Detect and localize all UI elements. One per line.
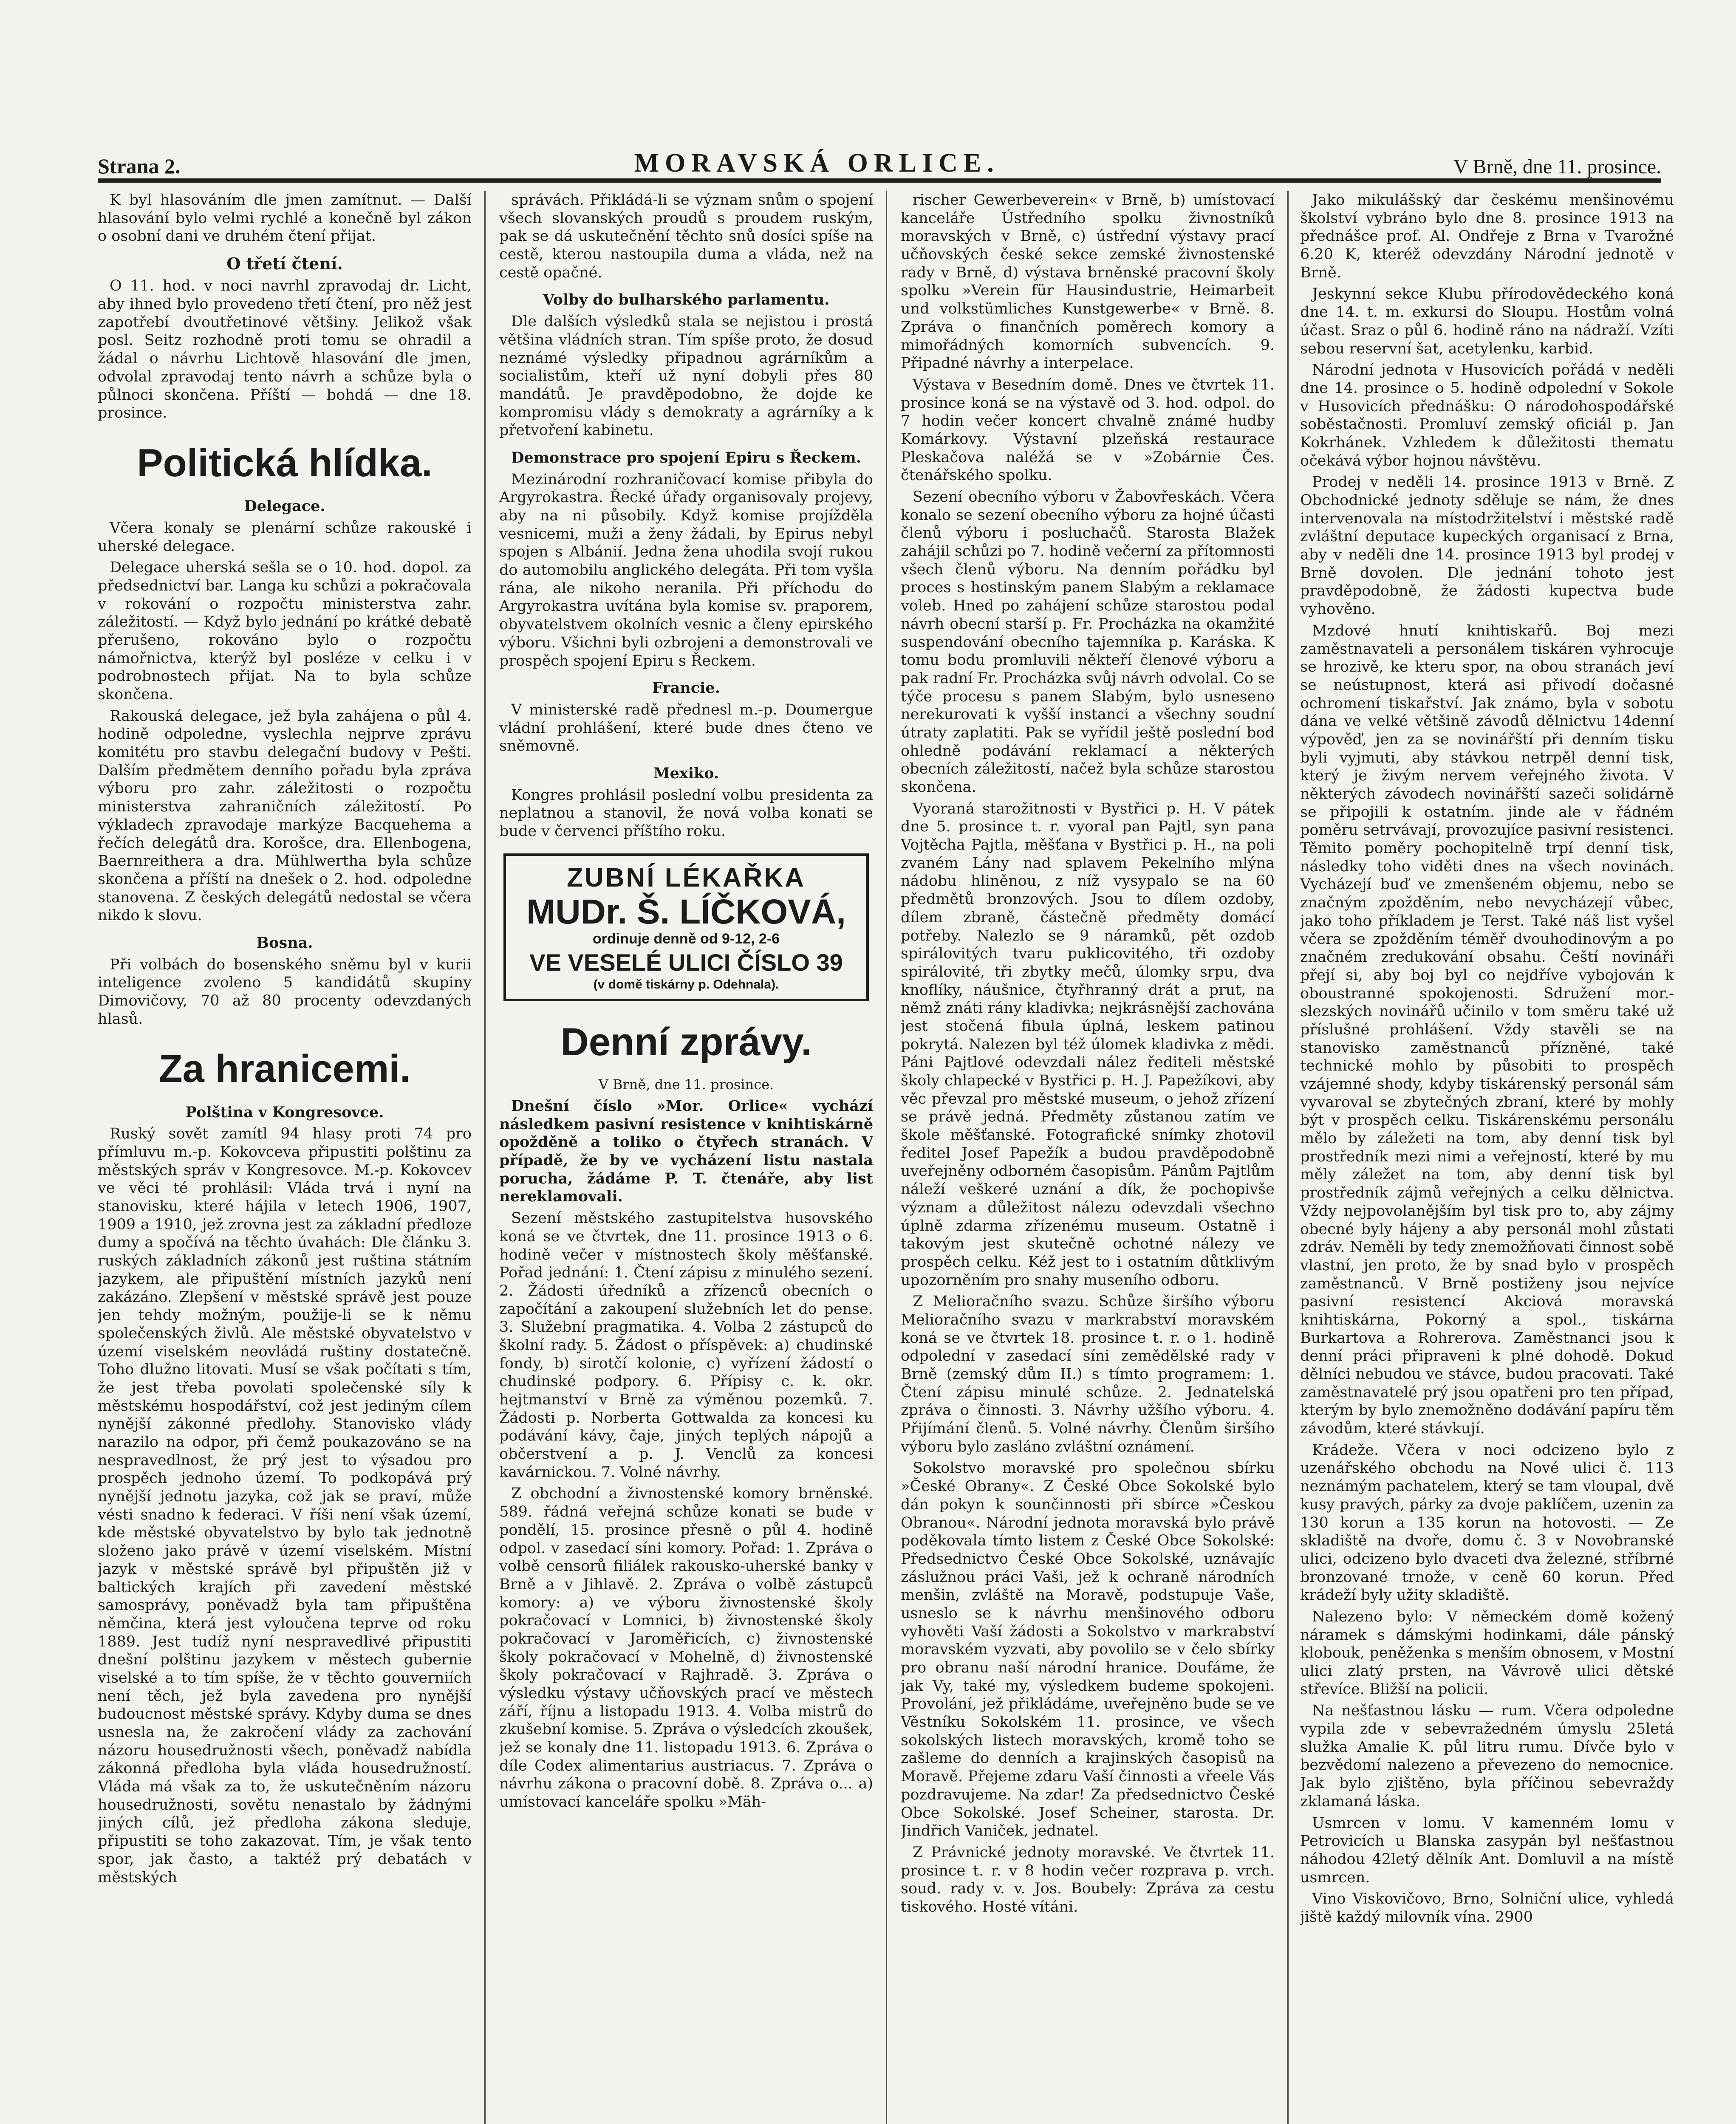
article-text: Krádeže. Včera v noci odcizeno bylo z uzenářského obchodu na Nové ulici č. 113 neznámým pachatelem, který se tam vloupal, dvě kusy pravých, párky za dvoje paklíčem, uzenin za 130 korun a 135 korun na hotovosti. — Ze skladiště na dvoře, domu č. 3 v Novobranské ulici, odcizeno bylo dvaceti dva železné, stříbrné bronzované trnože, v ceně 60 korun. Před krádeží byly užity skladiště. [1300, 1441, 1674, 1604]
rubric-title: Denní zprávy. [560, 1020, 812, 1064]
article-text: Usmrcen v lomu. V kamenném lomu v Petrovicích u Blanska zasypán byl nešťastnou náhodou 42letý dělník Ant. Domluvil a na místě usmrcen. [1300, 1814, 1674, 1886]
section-heading: O třetí čtení. [226, 254, 343, 274]
article-text: Ruský sovět zamítl 94 hlasy proti 74 pro přímluvu m.-p. Kokovceva připustiti polštinu za městských správ v Kongresovce. M.-p. Kokovcev ve věci té prohlásil: Vláda trvá i nyní na stanovisku, které hájila v letech 1906, 1907, 1909 a 1910, jež zrovna jest za základní předloze dumy a spočívá na těchto úvahách: Dle článku 3. ruských základních zákonů jest ruština státním jazykem, ale připuštění místních jazyků není zakázáno. Zlepšení v městské správě jest pouze jen tehdy možným, použije-li se k němu společenských živlů. Ale městské obyvatelstvo v území viselském neovládá ruštiny dostatečně. Toho dlužno litovati. Musí se však počítati s tím, že jest třeba povolati společenské síly k městskému hospodářství, což jest jediným cílem nynější zákonné předlohy. Stanovisko vlády narazilo na odpor, při čemž poukazováno se na nespravedlnost, že prý jest to výsadou pro prospěch jednoho území. To podkopává prý nynější jednotu jazyka, což jak se praví, může vésti snadno k federaci. V říši není však území, kde městské obyvatelstvo by bylo tak jednotně složeno jako právě v území viselském. Místní jazyk v městské správě byl připuštěn již v baltických krajích při zavedení městské samosprávy, poněvadž byla tam připuštěna němčina, která jest vyloučena teprve od roku 1889. Jest tudíž nyní nespravedlivé připustiti dnešní polštinu jazykem v městech gubernie viselské a to tím spíše, že v těchto gouverniích není těch, jež byla zavedena pro nynější budoucnost městské správy. Kdyby duma se dnes usnesla na, že zakročení vlády za zachování názoru housedružnosti všech, poněvadž nabídla zákonná předloha byla vláda housedružností. Vláda má však za to, že uskutečněním názoru housedružnosti, sovětu nenastalo by žádnými jiných cílů, jež předloha zákona sleduje, připustiti se toho zakazovat. Tím, je však tento spor, jak často, a taktéž prý debatách v městských [98, 1125, 472, 1886]
article-text: Dle dalších výsledků stala se nejistou i prostá většina vládních stran. Tím spíše proto, že dosud neznámé výsledky připadnou agrárníkům a socialistům, kteří už nyní dobyli přes 80 mandátů. Je pravděpodobno, že dojde ke kompromisu vlády s demokraty a agrárníky a k přetvoření kabinetu. [499, 313, 873, 439]
article-text: Při volbách do bosenského sněmu byl v kurii inteligence zvoleno 5 kandidátů skupiny Dimovičovy, 70 až 80 procenty odevzdaných hlasů. [98, 956, 472, 1028]
article-text: Rakouská delegace, jež byla zahájena o půl 4. hodině odpoledne, vyslechla nejprve zprávu komitétu pro stavbu delegační budovy v Pešti. Dalším předmětem denního pořadu byla zpráva výboru pro zahr. záležitosti o rozpočtu ministerstva zahraničních záležitostí. Po výkladech zpravodaje markýze Bacquehema a řečích delegátů dra. Korošce, dra. Ellenbogena, Baernreithera a dra. Mühlwertha byla schůze skončena a příští na dnešek o 2. hod. odpoledne stanovena. Z českých delegátů nedostal se včera nikdo k slovu. [98, 707, 472, 924]
ad-line: ordinuje denně od 9-12, 2-6 [592, 931, 780, 947]
article-text: správách. Přikládá-li se význam snům o spojení všech slovanských proudů s proudem ruským, pak se dá uskutečnění těchto snů dosíci spíše na cestě, kterou nastoupila duma a vláda, než na cestě opačné. [499, 192, 873, 281]
article-text: Sezení obecního výboru v Žabovřeskách. Včera konalo se sezení obecního výboru za hojné účasti členů výboru i posluchačů. Starosta Blažek zahájil schůzi po 7. hodině večerní za přítomnosti všech členů výboru. Na denním pořádku byl proces s hostinským panem Slabým a reklamace voleb. Hned po zahájení schůze starostou podal návrh obecní starší p. Fr. Procházka na okamžité suspendování obecního tajemníka p. Karáska. K tomu bodu promluvili někteří členové výboru a pak radní Fr. Procházka svůj návrh odvolal. Co se týče procesu s panem Slabým, bylo usneseno nerekurovati k vyšší instanci a všechny soudní útraty zaplatiti. Pak se vyřídil ještě poslední bod ohledně podávání reklamací a některých obecních záležitostí, načež byla schůze starostou skončena. [901, 489, 1275, 796]
ad-line: MUDr. Š. LÍČKOVÁ, [526, 893, 846, 932]
article-text: Delegace uherská sešla se o 10. hod. dopol. za předsednictví bar. Langa ku schůzi a pokračovala v rokování o rozpočtu ministerstva zahr. záležitostí. — Když bylo jednání po krátké debatě přerušeno, rokováno bylo o rozpočtu námořnictva, kterýž byl posléze v celku i v podrobnostech přijat. Na to byla schůze skončena. [98, 559, 472, 703]
column-1 [98, 191, 472, 2124]
rubric-title: Politická hlídka. [137, 441, 433, 485]
article-text: O 11. hod. v noci navrhl zpravodaj dr. Licht, aby ihned bylo provedeno třetí čtení, pro něž jest zapotřebí dvoutřetinové většiny. Jelikož však posl. Seitz rozhodně proti tomu se ohradil a žádal o návrhu Lichtově hlasování dle jmen, odvolal zpravodaj tento návrh a schůze byla o půlnoci skončena. Příští — bohdá — dne 18. prosince. [98, 277, 472, 422]
article-text: rischer Gewerbeverein« v Brně, b) umístovací kanceláře Ústředního spolku živnostníků moravských v Brně, c) ústřední výstavy prací učňovských české sekce zemské živnostenské rady v Brně, d) výstava brněnské pracovní školy spolku »Verein für Hausindustrie, Heimarbeit und volkstümliches Kunstgewerbe« v Brně. 8. Zpráva o finančních poměrech komory a mimořádných komorních subvencích. 9. Připadné návrhy a interpelace. [901, 192, 1275, 372]
article-text: Kongres prohlásil poslední volbu presidenta za neplatnou a stanovil, že nová volba konati se bude v červenci příštího roku. [499, 786, 873, 840]
article-text: Mzdové hnutí knihtiskařů. Boj mezi zaměstnavateli a personálem tiskáren vyhrocuje se hrozivě, ke kteru spor, na obou stranách jeví se neústupnost, která asi přivodí dočasné ochromení tiskařství. Jak známo, byla v sobotu dána ve velké většině závodů dělnictvu 14denní výpověď, jen za se novinářští při denním tisku byli vyjmuti, aby stávkou netrpěl denní tisk, který je živým nervem veřejného života. V některých závodech novinářští sazeči solidárně se připojili k ostatním. jinde ale v řádném poměru setrvávají, provozujíce pasivní resistenci. Těmito poměry pochopitelně trpí denní tisk, následky toho viděti dnes na všech novinách. Vycházejí buď ve zmenšeném objemu, nebo se značným zpožděním, nebo nevycházejí vůbec, jako toho příkladem je Terst. Také náš list vyšel včera se zpožděním téměř dvouhodinovým a po značném zredukování obsahu. Čeští novináři přejí si, aby boj byl co nejdříve vybojován k oboustranné spokojenosti. Sdružení mor.-slezských novinářů učinilo v tom směru také už příslušné prohlášení. Vždy stavěli se na stanovisko zaměstnanců přízněné, také technické mohlo by působiti to prospěch vzájemné shody, kdyby tiskárenský personál sám vyvaroval se zbytečných zbraní, které by mohly být v prospěch celku. Tiskárenskému personálu mělo by záležeti na tom, aby denní tisk byl prostředník mezi nimi a veřejností, které by mu měly záležet na tom, aby denní tisk byl prostředník zájmů veřejných a celku dělnictva. Vždy nejpovolanějším byl tisk pro to, aby zájmy obecné byly hájeny a aby personál mohl zůstati zdráv. Neměli by tedy znemožňovati činnost sobě vlastní, jen proto, že by snad bylo v prospěch zaměstnanců. V Brně postiženy jsou nejvíce pasivní resistencí Akciová moravská knihtiskárna, Pokorný a spol., tiskárna Burkartova a Rohrerova. Zaměstnanci jsou k denní práci připraveni k plné dohodě. Dokud dělníci nebudou ve stávce, budou pracovati. Také zaměstnavatelé prý jsou opatřeni pro ten případ, kterým by bylo znemožněno dodávání papíru těm závodům, které stávkují. [1300, 622, 1674, 1438]
article-text: K byl hlasováním dle jmen zamítnut. — Další hlasování bylo velmi rychlé a konečně byl zákon o osobní dani ve druhém čtení přijat. [98, 192, 472, 245]
article-text: Vino Viskovičovo, Brno, Solniční ulice, vyhledá jiště každý milovník vína. 2900 [1300, 1890, 1674, 1926]
section-heading: Francie. [652, 679, 720, 697]
article-text: Z Právnické jednoty moravské. Ve čtvrtek 11. prosince t. r. v 8 hodin večer rozprava p. vrch. soud. rady v. v. Jos. Boubely: Zpráva za cestu tiskového. Hosté vítáni. [901, 1844, 1275, 1915]
ad-line: ZUBNÍ LÉKAŘKA [567, 863, 806, 893]
dateline: V Brně, dne 11. prosince. [598, 1076, 774, 1093]
article-text: Mezinárodní rozhraničovací komise přibyla do Argyrokastra. Řecké úřady organisovaly projevy, aby na ni působily. Když komise projížděla vesnicemi, muži a ženy žádali, by Epirus nebyl spojen s Albánií. Jedna žena uhodila svojí rukou do automobilu anglického delegáta. Při tom vyšla rána, ale nikoho neranila. Při příchodu do Argyrokastra uvítána byla komise sv. praporem, obyvatelstvem okolních vesnic a členy epirského výboru. Všichni byli ozbrojeni a demonstrovali ve prospěch spojení Epiru s Řeckem. [499, 471, 873, 669]
article-text: Vyoraná starožitnosti v Bystřici p. H. V pátek dne 5. prosince t. r. vyoral pan Pajtl, syn pana Vojtěcha Pajtla, měšťana v Bystřici p. H., na poli zvaném Lány nad splavem Pekelního mlýna nádobu hliněnou, z níž vysypalo se na 60 předmětů bronzových. Jsou to dílem ozdoby, dílem zbraně, částečně předměty domácí potřeby. Nalezlo se 9 náramků, pět ozdob spirálovitých tvaru puklicovitého, tři ozdoby spirálovité, tři zbytky mečů, úlomky srpu, dva knoflíky, náušnice, čtyřhranný drát a prut, na němž znáti rány kladivka; nejkrásnější zachována jest stočená fibula úplná, leskem patinou pokrytá. Nalezen byl též úlomek kladivka z mědi. Páni Pajtlové odevzdali nález řediteli městské školy chlapecké v Bystřici p. H. J. Papežíkovi, aby věc převzal pro městské museum, o jehož zřízení se právě jedná. Předměty zůstanou zatím ve škole měšťanské. Fotografické snímky zhotovil ředitel Josef Papežík a budou pravděpodobně uveřejněny odborném časopisům. Pánům Pajtlům náleží veškeré uznání a dík, že pochopivše význam a důležitost nálezu odevzdali všechno úplně zdarma zřízenému museum. Ostatně i takovým jest skutečně ochotné nálezy ve prospěch celku. Kéž jest to i ostatním důtklivým upozorněním pro snahy museního odboru. [901, 800, 1275, 1289]
section-heading: Polština v Kongresovce. [185, 1103, 384, 1121]
article-text: V ministerské radě přednesl m.-p. Doumergue vládní prohlášení, které bude dnes čteno ve sněmovně. [499, 701, 873, 755]
article-text: Prodej v neděli 14. prosince 1913 v Brně. Z Obchodnické jednoty sděluje se nám, že dnes intervenovala na místodržitelství i městské radě zvláštní deputace kupeckých organisací z Brna, aby v neděli dne 14. prosince 1913 byl prodej v Brně dovolen. Dle jednání tohoto jest pravděpodobně, že žádosti kupectva bude vyhověno. [1300, 474, 1674, 618]
page-number: Strana 2. [98, 154, 181, 178]
column-divider [886, 191, 887, 2124]
column-2 [499, 191, 873, 2124]
article-text: Na nešťastnou lásku — rum. Včera odpoledne vypila zde v sebevražedném úmyslu 25letá služka Amalie K. půl litru rumu. Dívče bylo v bezvědomí nalezeno a převezeno do nemocnice. Jak bylo zjištěno, byla příčinou sebevraždy zklamaná láska. [1300, 1702, 1674, 1810]
article-text: Sokolstvo moravské pro společnou sbírku »České Obrany«. Z České Obce Sokolské bylo dán pokyn k sounčinnosti při sbírce »Českou Obranou«. Národní jednota moravská bylo právě poděkovala tímto listem z České Obce Sokolské: Předsednictvo České Obce Sokolské, uznávajíc záslužnou práci Vaši, jež k ochraně národních menšin, zvláště na Moravě, podstupuje Vaše, usneslo se k návrhu menšinového odboru vyhověti Vaší žádosti a Sokolstvo v markrabství moravském vyzvati, aby povolilo se v čelo sbírky pro obranu naší národní hranice. Doufáme, že jak Vy, také my, výsledkem budeme spokojeni. Provolání, jež přikládáme, uveřejněno bude se ve Věstníku Sokolském 11. prosince, ve všech sokolských listech moravských, kromě toho se zašleme do denních a krajinských časopisů na Moravě. Přejeme zdaru Vaší činnosti a vřeele Vás pozdravujeme. Na zdar! Za předsednictvo České Obce Sokolské. Josef Scheiner, starosta. Dr. Jindřich Vaniček, jednatel. [901, 1460, 1275, 1840]
section-heading: Demonstrace pro spojení Epiru s Řeckem. [511, 449, 861, 466]
issue-date: V Brně, dne 11. prosince. [1453, 155, 1661, 178]
masthead [98, 140, 1661, 183]
article-text: Jeskynní sekce Klubu přírodovědeckého koná dne 14. t. m. exkursi do Sloupu. Hostům volná účast. Sraz o půl 6. hodině ráno na nádraží. Vzíti sebou reservní šat, acetylenku, karbid. [1300, 285, 1674, 357]
column-divider [484, 191, 486, 2124]
ad-line: (v domě tiskárny p. Odehnala). [593, 977, 779, 992]
section-heading: Volby do bulharského parlamentu. [543, 291, 830, 309]
article-text: Z Melioračního svazu. Schůze širšího výboru Melioračního svazu v markrabství moravském koná se ve čtvrtek 18. prosince t. r. o 1. hodině odpolední v zasedací síni zemědělské rady v Brně (zemský dům II.) s tímto programem: 1. Čtení zápisu minulé schůze. 2. Jednatelská zpráva o činnosti. 3. Návrhy užšího výboru. 4. Přijímání členů. 5. Volné návrhy. Členům širšího výboru bylo zasláno zvláštní oznámení. [901, 1293, 1275, 1455]
column-4 [1300, 191, 1674, 2124]
column-3 [901, 191, 1275, 2124]
newspaper-title: MORAVSKÁ ORLICE. [634, 149, 1000, 178]
dentist-advertisement [503, 853, 869, 1001]
section-heading: Bosna. [256, 934, 313, 952]
article-text: Jako mikulášský dar českému menšinovému školství vybráno bylo dne 8. prosince 1913 na přednášce prof. Al. Ondřeje z Brna v Tvarožné 6.20 K, kteréž odevzdány Národní jednotě v Brně. [1300, 192, 1674, 281]
article-text: Národní jednota v Husovicích pořádá v neděli dne 14. prosince o 5. hodině odpolední v Sokole v Husovicích přednášku: O národohospodářské soběstačnosti. Promluví zemský oficiál p. Jan Kokrhánek. Vzhledem k důležitosti thematu očekává výbor hojnou návštěvu. [1300, 362, 1674, 469]
section-heading: Delegace. [244, 497, 325, 515]
column-divider [1287, 191, 1289, 2124]
article-text: Z obchodní a živnostenské komory brněnské. 589. řádná veřejná schůze konati se bude v pondělí, 15. prosince přesně o půl 4. hodině odpol. v zasedací síni komory. Pořad: 1. Zpráva o volbě censorů filiálek rakousko-uherské banky v Brně a v Jihlavě. 2. Zpráva o volbě zástupců komory: a) ve výboru živnostenské školy pokračovací v Lomnici, b) živnostenské školy pokračovací v Jaroměřicích, c) živnostenské školy pokračovací v Mohelně, d) živnostenské školy pokračovací v Rajhradě. 3. Zpráva o výsledku výstavy učňovských prací ve městech září, říjnu a listopadu 1913. 4. Volba mistrů do zkušební komise. 5. Zpráva o výsledcích zkoušek, jež se konaly dne 11. listopadu 1913. 6. Zpráva o díle Codex alimentarius austriacus. 7. Zpráva o návrhu zákona o pracovní době. 8. Zpráva o... a) umístovací kanceláře spolku »Mäh- [499, 1485, 873, 1811]
article-text: Dnešní číslo »Mor. Orlice« vychází následkem pasivní resistence v knihtiskárně opožděně a toliko o čtyřech stranách. V případě, že by ve vycházení listu nastala porucha, žádáme P. T. čtenáře, aby list nereklamovali. [499, 1097, 873, 1206]
article-text: Výstava v Besedním domě. Dnes ve čtvrtek 11. prosince koná se na výstavě od 3. hod. odpol. do 7 hodin večer koncert chvalně známé hudby Komárkovy. Výstavní plzeňská restaurace Pleskačova naléžá se v »Zobárnie Čes. čtenářského spolku. [901, 376, 1275, 484]
article-text: Sezení městského zastupitelstva husovského koná se ve čtvrtek, dne 11. prosince 1913 o 6. hodině večer v místnostech školy měšťanské. Pořad jednání: 1. Čtení zápisu z minulého sezení. 2. Žádosti úředníků a zřízenců obecních o započítání a zakoupení služebních let do pense. 3. Služební pragmatika. 4. Volba 2 zástupců do školní rady. 5. Žádost o příspěvek: a) chudinské fondy, b) sirotčí kolonie, c) vyřízení žádostí o chudinské podpory. 6. Přípisy c. k. okr. hejtmanství v Brně za výměnou pozemků. 7. Žádosti p. Norberta Gottwalda za koncesi ku podávání kávy, čaje, jiných teplých nápojů a občerstvení a p. J. Venclů za koncesi kavárnickou. 7. Volné návrhy. [499, 1210, 873, 1481]
article-text: Nalezeno bylo: V německém domě kožený náramek s dámskými hodinkami, dále pánský klobouk, peněženka s menším obnosem, v Mostní ulici zlatý prsten, na Vávrově ulici dětské střevíce. Bližší na policii. [1300, 1608, 1674, 1698]
ad-line: VE VESELÉ ULICI ČÍSLO 39 [529, 949, 843, 976]
section-heading: Mexiko. [653, 764, 719, 782]
article-text: Včera konaly se plenární schůze rakouské i uherské delegace. [98, 519, 472, 555]
rubric-title: Za hranicemi. [158, 1047, 411, 1091]
